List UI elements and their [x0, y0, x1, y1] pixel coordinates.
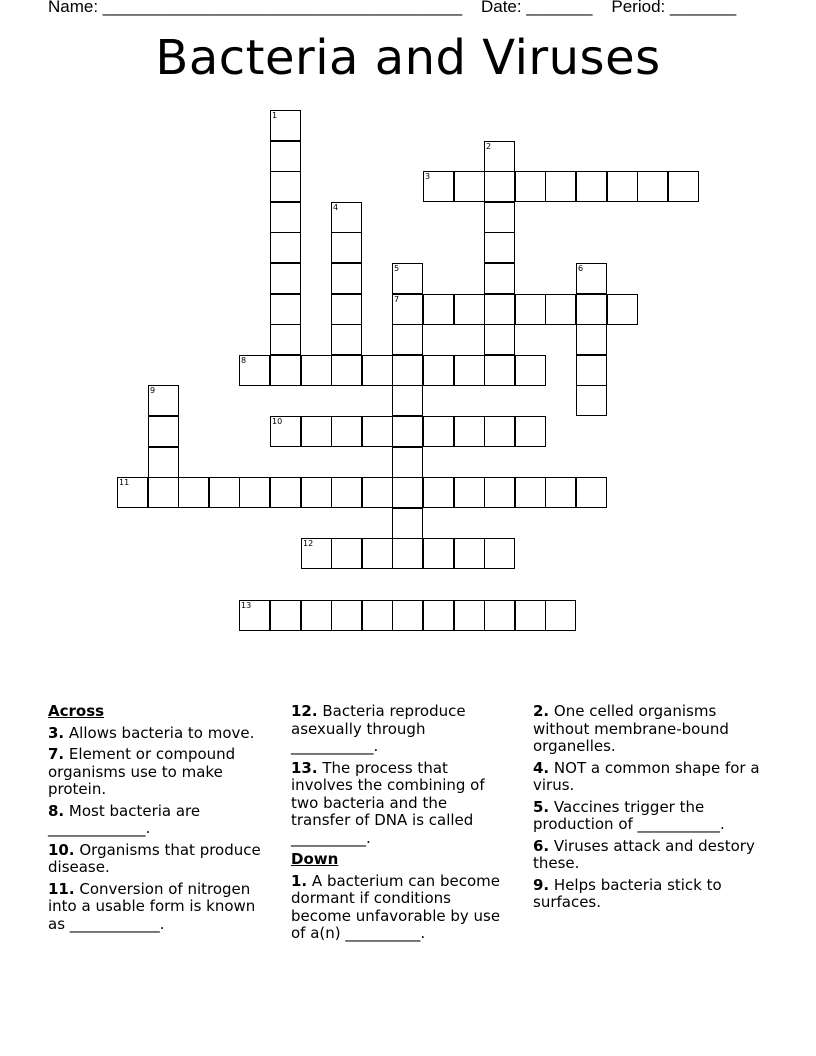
- crossword-cell[interactable]: [576, 355, 607, 386]
- crossword-cell[interactable]: [423, 355, 454, 386]
- crossword-cell[interactable]: [515, 171, 546, 202]
- cell-number: 6: [578, 264, 584, 273]
- crossword-cell[interactable]: [454, 416, 485, 447]
- crossword-cell[interactable]: [301, 355, 332, 386]
- clue-across-11: 11. Conversion of nitrogen into a usable form is known as ____________.: [48, 879, 256, 933]
- crossword-cell[interactable]: [362, 416, 393, 447]
- crossword-cell[interactable]: [392, 263, 423, 294]
- crossword-cell[interactable]: [117, 477, 148, 508]
- crossword-cell[interactable]: [239, 355, 270, 386]
- crossword-cell[interactable]: [484, 171, 515, 202]
- across-heading: Across: [48, 702, 105, 720]
- crossword-cell[interactable]: [423, 600, 454, 631]
- crossword-cell[interactable]: [607, 294, 638, 325]
- crossword-cell[interactable]: [576, 294, 607, 325]
- crossword-cell[interactable]: [668, 171, 699, 202]
- crossword-cell[interactable]: [148, 447, 179, 478]
- clue-across-8: 8. Most bacteria are _____________.: [48, 801, 201, 837]
- crossword-cell[interactable]: [270, 600, 301, 631]
- cell-number: 4: [333, 203, 339, 212]
- cell-number: 1: [272, 111, 278, 120]
- crossword-cell[interactable]: [423, 171, 454, 202]
- crossword-cell[interactable]: [270, 202, 301, 233]
- crossword-cell[interactable]: [270, 477, 301, 508]
- crossword-cell[interactable]: [392, 508, 423, 539]
- clue-across-10: 10. Organisms that produce disease.: [48, 840, 261, 876]
- clue-down-5: 5. Vaccines trigger the production of ___________.: [533, 797, 725, 833]
- crossword-cell[interactable]: [515, 294, 546, 325]
- crossword-cell[interactable]: [392, 600, 423, 631]
- crossword-cell[interactable]: [484, 355, 515, 386]
- crossword-cell[interactable]: [331, 294, 362, 325]
- student-info-line: Name: ______________________________________ Date: _______ Period: _______: [48, 0, 737, 16]
- down-heading: Down: [291, 850, 339, 868]
- crossword-cell[interactable]: [331, 416, 362, 447]
- crossword-cell[interactable]: [484, 263, 515, 294]
- crossword-cell[interactable]: [423, 416, 454, 447]
- crossword-cell[interactable]: [331, 477, 362, 508]
- clue-column-1: [48, 701, 276, 933]
- crossword-cell[interactable]: [270, 294, 301, 325]
- crossword-cell[interactable]: [392, 355, 423, 386]
- crossword-cell[interactable]: [331, 202, 362, 233]
- crossword-cell[interactable]: [270, 141, 301, 172]
- crossword-cell[interactable]: [545, 600, 576, 631]
- crossword-cell[interactable]: [270, 171, 301, 202]
- crossword-cell[interactable]: [515, 600, 546, 631]
- crossword-cell[interactable]: [301, 477, 332, 508]
- crossword-cell[interactable]: [392, 447, 423, 478]
- crossword-cell[interactable]: [331, 355, 362, 386]
- cell-number: 3: [425, 172, 431, 181]
- crossword-cell[interactable]: [392, 294, 423, 325]
- crossword-cell[interactable]: [209, 477, 240, 508]
- crossword-cell[interactable]: [545, 171, 576, 202]
- crossword-cell[interactable]: [484, 232, 515, 263]
- crossword-cell[interactable]: [270, 416, 301, 447]
- crossword-cell[interactable]: [301, 416, 332, 447]
- clue-across-12: 12. Bacteria reproduce asexually through ___________.: [291, 702, 466, 755]
- cell-number: 10: [272, 417, 283, 426]
- crossword-cell[interactable]: [392, 416, 423, 447]
- clue-across-7: 7. Element or compound organisms use to make protein.: [48, 745, 236, 798]
- crossword-cell[interactable]: [576, 477, 607, 508]
- crossword-cell[interactable]: [423, 538, 454, 569]
- clue-column-3: [533, 701, 763, 912]
- crossword-cell[interactable]: [484, 202, 515, 233]
- crossword-cell[interactable]: [362, 355, 393, 386]
- crossword-cell[interactable]: [331, 538, 362, 569]
- crossword-cell[interactable]: [239, 477, 270, 508]
- clue-across-3: 3. Allows bacteria to move.: [48, 723, 255, 742]
- crossword-cell[interactable]: [576, 171, 607, 202]
- crossword-cell[interactable]: [545, 477, 576, 508]
- crossword-cell[interactable]: [148, 416, 179, 447]
- crossword-cell[interactable]: [515, 355, 546, 386]
- crossword-cell[interactable]: [484, 324, 515, 355]
- crossword-cell[interactable]: [331, 324, 362, 355]
- crossword-cell[interactable]: [392, 538, 423, 569]
- crossword-cell[interactable]: [484, 600, 515, 631]
- cell-number: 8: [241, 356, 247, 365]
- crossword-cell[interactable]: [423, 294, 454, 325]
- crossword-cell[interactable]: [148, 477, 179, 508]
- crossword-cell[interactable]: [454, 294, 485, 325]
- page-title: Bacteria and Viruses: [155, 30, 661, 86]
- crossword-cell[interactable]: [301, 600, 332, 631]
- crossword-cell[interactable]: [270, 355, 301, 386]
- cell-number: 13: [241, 601, 252, 610]
- crossword-cell[interactable]: [270, 263, 301, 294]
- crossword-cell[interactable]: [362, 600, 393, 631]
- crossword-cell[interactable]: [392, 385, 423, 416]
- cell-number: 11: [119, 478, 130, 487]
- crossword-cell[interactable]: [454, 477, 485, 508]
- clue-down-1: 1. A bacterium can become dormant if conditions become unfavorable by use of a(n) __________.: [291, 871, 501, 942]
- crossword-cell[interactable]: [484, 141, 515, 172]
- crossword-cell[interactable]: [270, 232, 301, 263]
- crossword-cell[interactable]: [515, 416, 546, 447]
- cell-number: 5: [394, 264, 400, 273]
- cell-number: 9: [150, 386, 156, 395]
- clue-down-4: 4. NOT a common shape for a virus.: [533, 758, 760, 794]
- crossword-cell[interactable]: [576, 385, 607, 416]
- crossword-cell[interactable]: [362, 477, 393, 508]
- crossword-cell[interactable]: [423, 477, 454, 508]
- crossword-cell[interactable]: [484, 538, 515, 569]
- crossword-cell[interactable]: [301, 538, 332, 569]
- crossword-cell[interactable]: [454, 538, 485, 569]
- crossword-cell[interactable]: [239, 600, 270, 631]
- clue-column-2: [291, 701, 509, 943]
- crossword-cell[interactable]: [484, 477, 515, 508]
- crossword-cell[interactable]: [362, 538, 393, 569]
- crossword-cell[interactable]: [331, 600, 362, 631]
- cell-number: 7: [394, 295, 400, 304]
- crossword-cell[interactable]: [484, 294, 515, 325]
- clue-down-2: 2. One celled organisms without membrane-bound organelles.: [533, 702, 729, 755]
- crossword-cell[interactable]: [454, 171, 485, 202]
- crossword-cell[interactable]: [515, 477, 546, 508]
- crossword-cell[interactable]: [331, 263, 362, 294]
- crossword-cell[interactable]: [607, 171, 638, 202]
- crossword-cell[interactable]: [637, 171, 668, 202]
- crossword-cell[interactable]: [270, 324, 301, 355]
- crossword-cell[interactable]: [484, 416, 515, 447]
- crossword-cell[interactable]: [454, 355, 485, 386]
- crossword-cell[interactable]: [545, 294, 576, 325]
- crossword-cell[interactable]: [270, 110, 301, 141]
- clue-down-9: 9. Helps bacteria stick to surfaces.: [533, 875, 722, 911]
- cell-number: 2: [486, 142, 492, 151]
- crossword-cell[interactable]: [331, 232, 362, 263]
- crossword-cell[interactable]: [576, 263, 607, 294]
- crossword-cell[interactable]: [178, 477, 209, 508]
- crossword-cell[interactable]: [392, 477, 423, 508]
- cell-number: 12: [303, 539, 314, 548]
- crossword-cell[interactable]: [392, 324, 423, 355]
- clue-down-6: 6. Viruses attack and destory these.: [533, 836, 755, 872]
- crossword-cell[interactable]: [454, 600, 485, 631]
- crossword-cell[interactable]: [576, 324, 607, 355]
- clue-across-13: 13. The process that involves the combining of two bacteria and the transfer of DNA is called __________.: [291, 758, 485, 847]
- crossword-cell[interactable]: [148, 385, 179, 416]
